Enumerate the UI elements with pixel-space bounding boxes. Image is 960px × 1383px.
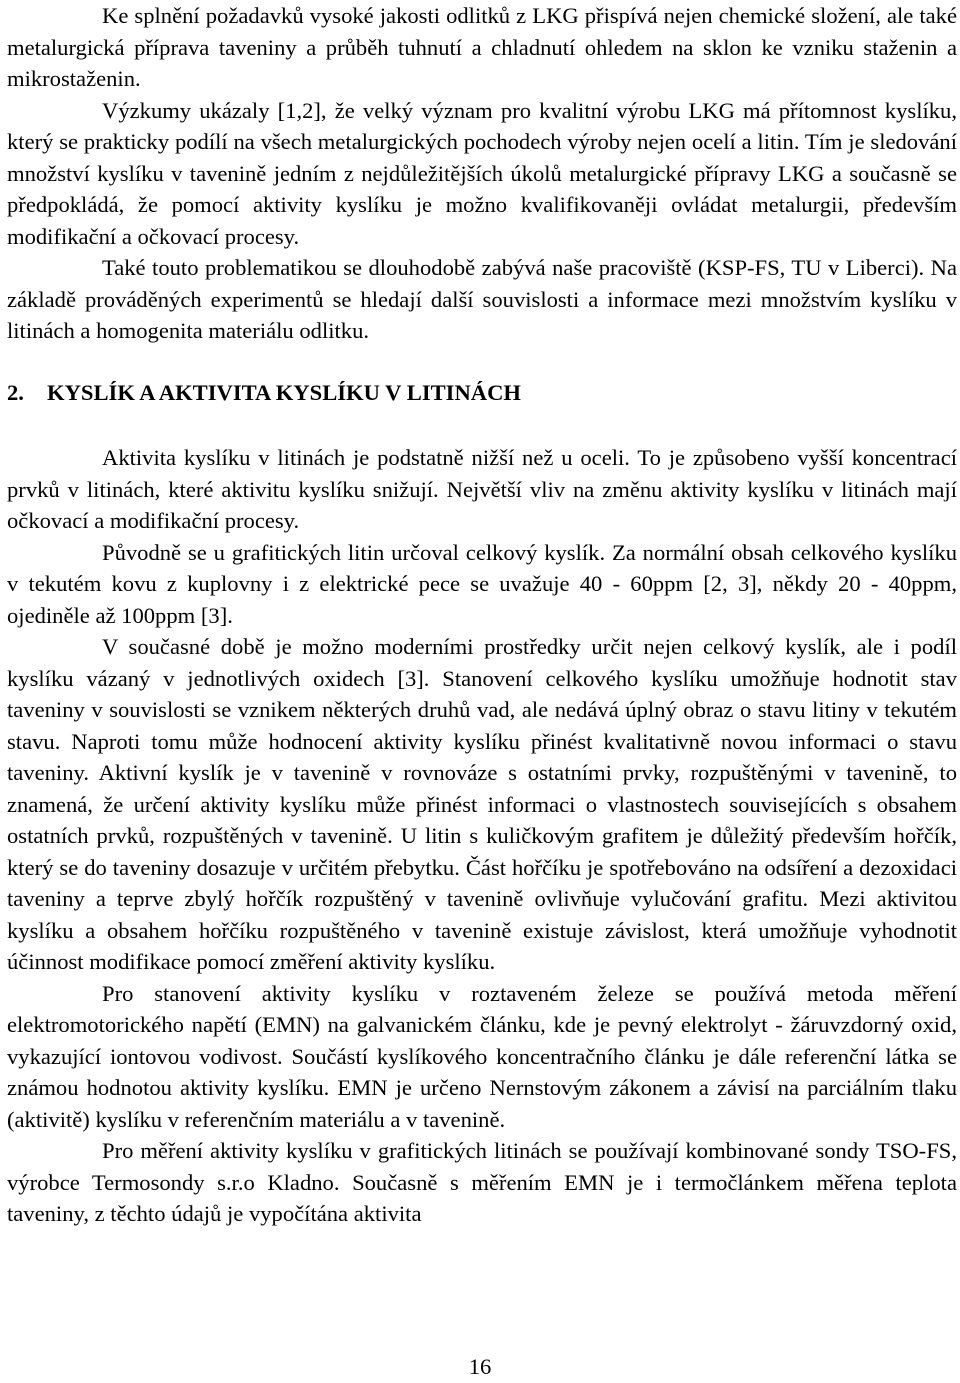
spacer [7, 408, 957, 442]
document-page [7, 0, 957, 1230]
section-number: 2. [7, 379, 24, 405]
spacer [7, 347, 957, 377]
section-heading [7, 377, 957, 409]
page-number: 16 [468, 1354, 492, 1379]
paragraph: Původně se u grafitických litin určoval celkový kyslík. Za normální obsah celkového kyslíku v tekutém kovu z kuplovny i z elektrické pece se uvažuje 40 - 60ppm [2, 3], někdy 20 - 40ppm, ojediněle až 100ppm [3]. [7, 539, 957, 628]
paragraph: Ke splnění požadavků vysoké jakosti odlitků z LKG přispívá nejen chemické složení, ale také metalurgická příprava taveniny a průběh tuhnutí a chladnutí ohledem na sklon ke vzniku staženin a mikrostaženin. [7, 3, 957, 91]
paragraph: V současné době je možno moderními prostředky určit nejen celkový kyslík, ale i podíl kyslíku vázaný v jednotlivých oxidech [3]. Stanovení celkového kyslíku umožňuje hodnotit stav taveniny v souvislosti se vznikem některých druhů vad, ale nedává úplný obraz o stavu litiny v tekutém stavu. Naproti tomu může hodnocení aktivity kyslíku přinést kvalitativně novou informaci o stavu taveniny. Aktivní kyslík je v tavenině v rovnováze s ostatními prvky, rozpuštěnými v tavenině, to znamená, že určení aktivity kyslíku může přinést informaci o vlastnostech souvisejících s obsahem ostatních prvků, rozpuštěných v tavenině. U litin s kuličkovým grafitem je důležitý především hořčík, který se do taveniny dosazuje v určitém přebytku. Část hořčíku je spotřebováno na odsíření a dezoxidaci taveniny a teprve zbylý hořčík rozpuštěný v tavenině ovlivňuje vylučování grafitu. Mezi aktivitou kyslíku a obsahem hořčíku rozpuštěného v tavenině existuje závislost, která umožňuje vyhodnotit účinnost modifikace pomocí změření aktivity kyslíku. [7, 634, 957, 974]
paragraph: Pro měření aktivity kyslíku v grafitických litinách se používají kombinované sondy TSO-FS, výrobce Termosondy s.r.o Kladno. Současně s měřením EMN je i termočlánkem měřena teplota taveniny, z těchto údajů je vypočítána aktivita [7, 1138, 957, 1226]
paragraph: Také touto problematikou se dlouhodobě zabývá naše pracoviště (KSP-FS, TU v Liberci). Na základě prováděných experimentů se hledají další souvislosti a informace mezi množstvím kyslíku v litinách a homogenita materiálu odlitku. [7, 255, 957, 343]
section-title: KYSLÍK A AKTIVITA KYSLÍKU V LITINÁCH [47, 379, 521, 405]
paragraph: Výzkumy ukázaly [1,2], že velký význam pro kvalitní výrobu LKG má přítomnost kyslíku, který se prakticky podílí na všech metalurgických pochodech výroby nejen ocelí a litin. Tím je sledování množství kyslíku v tavenině jedním z nejdůležitějších úkolů metalurgické přípravy LKG a současně se předpokládá, že pomocí aktivity kyslíku je možno kvalifikovaněji ovládat metalurgii, především modifikační a očkovací procesy. [7, 97, 957, 249]
paragraph: Aktivita kyslíku v litinách je podstatně nižší než u oceli. To je způsobeno vyšší koncentrací prvků v litinách, které aktivitu kyslíku snižují. Největší vliv na změnu aktivity kyslíku v litinách mají očkovací a modifikační procesy. [7, 445, 957, 533]
paragraph: Pro stanovení aktivity kyslíku v roztaveném železe se používá metoda měření elektromotorického napětí (EMN) na galvanickém článku, kde je pevný elektrolyt - žáruvzdorný oxid, vykazující iontovou vodivost. Součástí kyslíkového koncentračního článku je dále referenční látka se známou hodnotou aktivity kyslíku. EMN je určeno Nernstovým zákonem a závisí na parciálním tlaku (aktivitě) kyslíku v referenčním materiálu a v tavenině. [7, 980, 957, 1132]
